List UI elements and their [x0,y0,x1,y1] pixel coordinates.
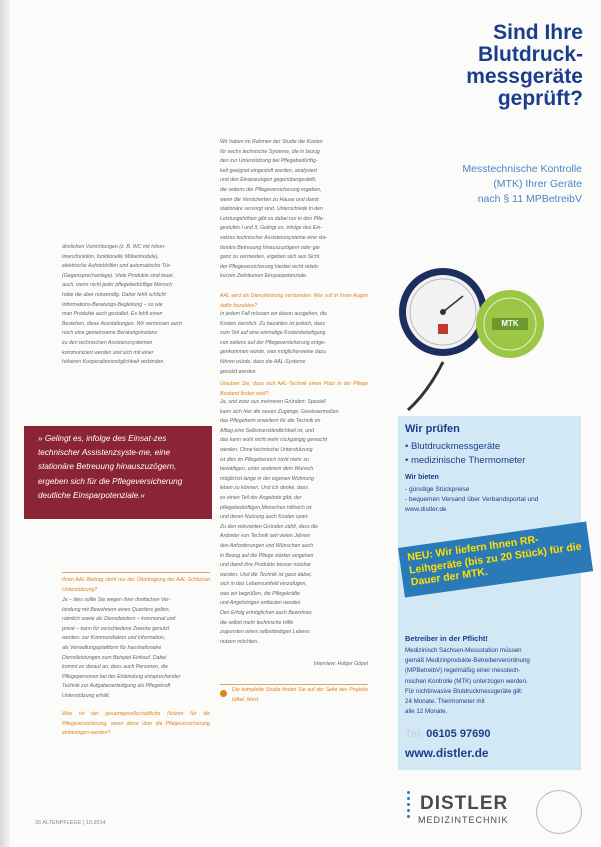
offer-title: Wir bieten [405,474,439,481]
col1-line: elektrische Aufstehhilfen und automatische Tür- [62,263,172,270]
col2-a2-line: Anbieter von Technik seit vielen Jahren [220,533,311,540]
study-reference: Die komplette Studie finden Sie auf der Seite des Projekts IdAal_Nord [232,687,368,703]
col2-line: Wir haben im Rahmen der Studie die Kosten [220,139,323,145]
col2-line: wenn die Versicherten zu Hause und damit [220,196,319,203]
col1-answer-line: Technik zur Aufgabenerledigung als Pflegekraft [62,683,171,690]
col2-line: tionäre Betreuung hinauszuzögern oder gar [220,244,321,251]
col2-line: satzes technischer Assistenzsysteme eine sta- [220,234,328,241]
col2-a2-line: es einen Teil der Angebote gibt, der [220,494,302,501]
col1-answer-line: Unterstützung erhält. [62,692,111,699]
col2-line: die seitens der Pflegeversicherung ergeben, [220,186,322,193]
col1-answer-line: Pflegepersonen bei der Einbindung entsprechender [62,673,181,680]
interview-question: Ihren AAL-Beitrag steht nur der Übertragung der AAL-Schlüssel Unterstützung? [62,577,210,593]
col2-a2-line: was wir begrüßen, die Pflegekräfte [220,590,300,597]
col2-a2-line: Den Erfolg ermöglichen auch Bewohner, [220,610,313,617]
col2-line: und den Einsparungen gegenübergestellt, [220,177,317,184]
col1-answer-line: Dienstleistungen zum Beispiel Einkauf. Dabei [62,654,167,661]
col1-line: auch, wenn nicht jeder pflegebedürftige Mensch [62,282,173,289]
col1-answer-line: als Verwaltungsplattform für haushaltsnahe [62,644,162,651]
col1-line: (Gegensprechanlage). Viele Produkte sind teuer, [62,272,175,279]
col1-line: hätte die aber notwendig. Daher fehlt schlicht [62,291,166,298]
col2-a2-line: leben zu können. Und ich denke, dass [220,485,308,492]
distler-logo-word: DISTLER [420,793,509,814]
col2-a1-line: In jedem Fall müssen wir davon ausgehen, die [220,311,327,317]
interview-answer [62,596,210,702]
col2-a2-line: Alltag eine Selbstverständlichkeit ist, und [220,427,315,434]
article-col2-intro [220,138,368,282]
col2-line: kurzen Zeiträumen Einsparpotenziale. [220,273,308,280]
col1-line: man Produkte auch gestaltet. Es fehlt einen [62,311,163,318]
col2-a2-line: sich in das Lebensumfeld einzufügen, [220,581,307,588]
col2-line: ganz zu vermeiden, ergeben sich aus Sicht [220,254,320,261]
col1-answer-line: werden: zur Kommunikation und Information, [62,635,166,642]
ad-subline-line: Messtechnische Kontrolle [462,163,582,175]
col2-a1-line: genkommen würde, was möglicherweise dazu [220,349,327,356]
col1-line: Bestehen, diese Ausstattungen. Wir vermissen auch [62,320,183,327]
col2-a2-line: bewältigen, unter anderem dem Wunsch [220,466,314,473]
operator-line: Medizinisch Sachsen-Messstation müssen [405,647,522,654]
phone-number[interactable]: 06105 97690 [426,728,491,740]
info-box-title: Wir prüfen [405,423,460,435]
ad-subline-line: nach § 11 MPBetreibV [477,193,582,205]
operator-line: alle 12 Monate. [405,708,448,716]
col2-a2-line: das kann wohl nicht mehr rückgängig gemacht [220,437,327,444]
offer-list [405,485,538,515]
operator-text [405,646,530,717]
col2-a2-line: das Pflegeheim erweitern für die Technik im [220,418,321,425]
interviewer-credit: Interview: Holger Göpel [313,661,368,667]
col2-line: gestufen I und II. Gelingt es, infolge des Ein- [220,225,323,232]
ad-subline-line: (MTK) Ihrer Geräte [493,178,582,190]
certification-seal-icon [536,790,582,834]
ad-headline-line: Sind Ihre [493,21,583,44]
mtk-badge-label: MTK [501,319,519,328]
col2-a1-line: genutzt werden. [220,368,257,375]
cta-banner-text: NEU: Wir liefern Ihnen RR-Leihgeräte (bis zu 20 Stück) für die Dauer der MTK. [406,533,583,589]
operator-line: nischen Kontrolle (MTK) unterzogen werden. [405,677,528,685]
col1-line: noch eine gemeinsame Beratungsinstanz [62,330,158,337]
page-binding-edge [0,0,10,847]
col2-a2-line: pflegebedürftigen Menschen hilfreich ist [220,504,312,511]
ad-headline-line: Blutdruck- [478,43,583,66]
arrow-icon [220,690,227,697]
col2-line: keit geeignet eingestuft wurden, analysiert [220,167,317,174]
operator-line: Für nichtinvasive Blutdruckmessgeräte gilt: [405,687,523,695]
col2-a1-line: zum Teil auf eine einmalige Kostenbeteiligung [220,330,326,337]
col2-a2-line: den Anforderungen und Wünschen auch [220,542,313,549]
col2-a2-line: ist dies im Pflegebereich nicht mehr zu [220,456,309,463]
col2-line: für sechs technische Systeme, die in bezug [220,148,320,155]
page-footer: 26 ALTENPFLEGE | 10.2014 [35,820,106,826]
operator-line: gemäß Medizinprodukte-Betreiberverordnung [405,657,530,665]
col2-a2-line: werden. Und die Technik ist ganz dabei, [220,571,312,578]
col2-a2-line: und Angehörigen entlasten werden. [220,600,302,607]
interview-question-3: AAL wird als Dienstleistung verstanden. Wer soll in Ihren Augen dafür bezahlen? [220,293,368,309]
ad-headline-line: messgeräte [466,65,583,88]
logo-dots-icon [407,791,411,821]
col2-a2-line: zugunsten eines selbständigen Lebens [220,629,310,636]
col1-line: zu den technischen Assistenzsystemen [62,339,153,346]
col2-line: der Pflegeversicherung hierbei recht relativ [220,263,319,270]
interview-question-4: Glauben Sie, dass sich AAL-Technik einen Platz in der Pflege Bestand finden wird? [220,381,368,397]
pull-quote: » Gelingt es, infolge des Einsat-zes technischer Assistenzsyste-me, eine stationäre Betreuung hinauszuzögern, ergeben sich für die Pflegeversicherung deutliche Einsparpotenziale.« [38,434,183,500]
col2-a1-line: von seitens auf der Pflegeversicherung entge- [220,339,326,346]
col2-line: stationäre versorgt sind. Unterschiede in den [220,206,323,213]
distler-logo-sub: MEDIZINTECHNIK [418,815,509,825]
col2-a2-line: möglichst lange in der eigenen Wohnung [220,475,315,482]
phone-line [405,728,490,740]
col1-line: tinenzfunktion, funktionelle Möbelmodule), [62,253,159,260]
col1-answer-line: privat – kann für verschiedene Zwecke genutzt [62,625,170,632]
col1-answer-line: bindung mit Bewohnern eines Quartiers gelten, [62,606,171,613]
offer-item: www.distler.de [405,506,447,513]
interview-question-2: Was ist der gesamtgesellschaftliche Nutzen für die Pflegeversicherung, wenn diese über die Pflegeversicherung einbezogen werden? [62,711,210,737]
col1-line: Informations-Beratungs-Begleitung – so wie [62,301,163,308]
interview-answer-4 [220,398,368,647]
offer-item: - günstige Stückpreise [405,486,470,493]
col2-line: Leistungshöhen gibt es dabei nur in den Pfle- [220,215,325,222]
operator-line: (MPBetreibV) regelmäßig einer messtech- [405,667,521,675]
col2-a2-line: werden. Ohne technische Unterstützung [220,446,313,453]
col2-a2-line: und damit ihre Produkte besser nutzbar [220,562,311,569]
operator-title: Betreiber in der Pflicht! [405,634,488,643]
ad-subline [402,162,582,207]
operator-line: 24 Monate. Thermometer mit [405,698,485,706]
col2-a2-line: nutzen möchten. [220,638,259,645]
col2-a2-line: Ja, und zwar aus mehreren Gründen: Speziell [220,399,326,405]
col2-a1-line: Kosten ziemlich. Zu bezahlen ist jedoch, dass [220,320,325,327]
col1-line: höheren Kooperationsmöglichkeit verbinden. [62,359,165,366]
col2-a1-line: führen würde, dass die AAL-Systeme [220,358,306,365]
phone-label: Tel. [405,728,424,740]
section-divider [62,572,210,573]
ad-headline-line: geprüft? [497,87,583,110]
info-box-item: • Blutdruckmessgeräte [405,441,501,452]
col1-answer-line: Ja – dies sollte Sie wegen ihrer dreifachen Ver- [62,597,171,603]
col2-line: den zur Unterstützung bei Pflegebedürftig- [220,158,318,165]
interview-answer-3 [220,310,368,377]
col1-line: kommuniziert werden und sich mit einer [62,349,154,356]
col1-line: ähnlichen Vorrichtungen (z. B. WC mit Inkon- [62,244,166,250]
col1-answer-line: kommt es darauf an, dass auch Personen, die [62,664,168,671]
info-box-item: • medizinische Thermometer [405,455,526,466]
article-col1-intro [62,243,210,368]
col2-a2-line: Zu den relevanten Gründen zählt, dass die [220,523,319,530]
col2-a2-line: und deren Nutzung auch Kosten spart. [220,514,309,521]
col2-a2-line: kann sich hier die neuen Zugänge. Gewissermaßen [220,408,339,415]
col2-a2-line: in Bezug auf die Pflege stärker eingehen [220,552,314,559]
col2-a2-line: die selbst mehr technische Hilfe [220,619,294,626]
info-box-list [405,440,525,468]
section-divider [220,684,368,685]
offer-item: - bequemen Versand über Verbandsportal und [405,496,539,503]
col1-answer-line: nämlich sowie als Dienstleistern – kommunal und [62,616,176,623]
website-link[interactable]: www.distler.de [405,746,489,760]
